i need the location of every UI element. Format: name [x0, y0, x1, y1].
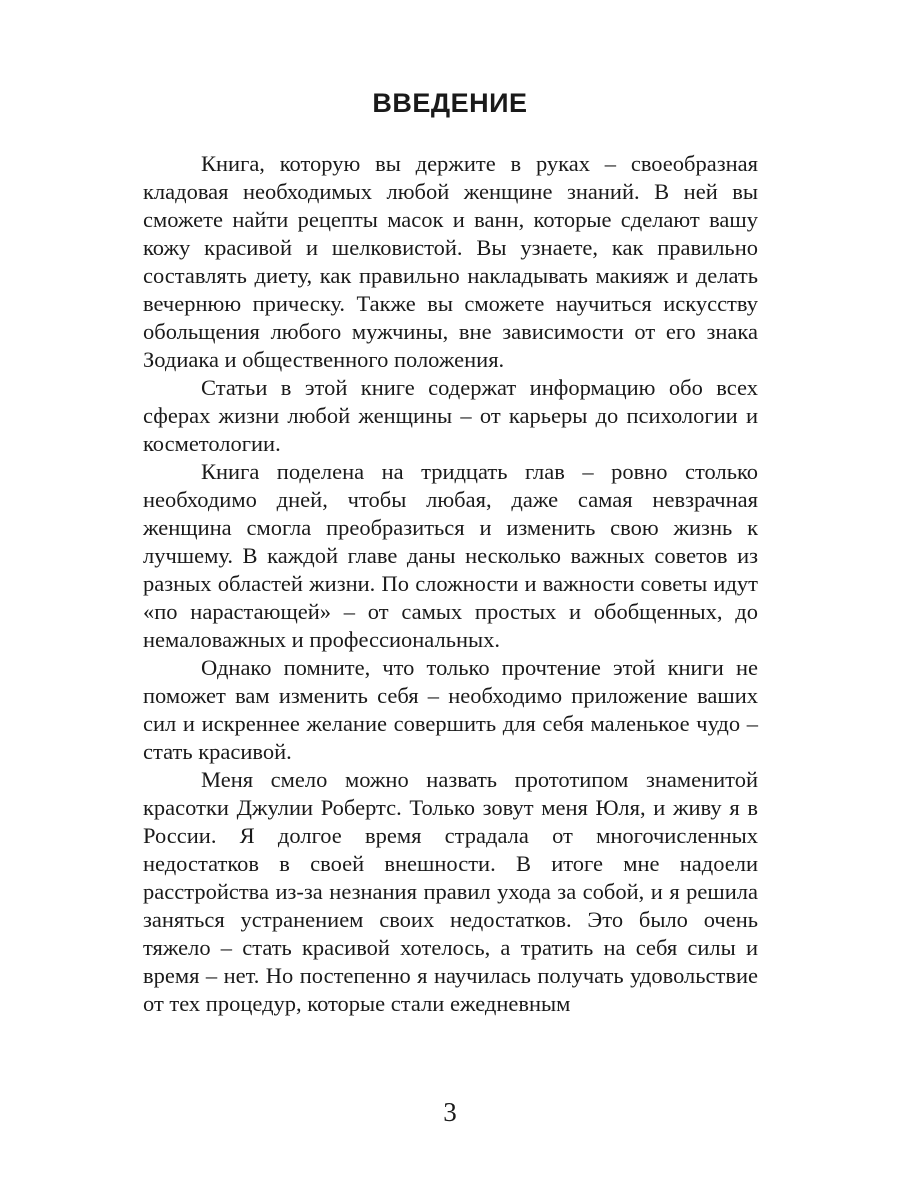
- chapter-title: ВВЕДЕНИЕ: [372, 88, 528, 118]
- text-body: [143, 150, 758, 1018]
- page-number: 3: [443, 1097, 457, 1127]
- paragraph: Меня смело можно назвать прототипом знаменитой красотки Джулии Робертс. Только зовут меня Юля, и живу я в России. Я долгое время страдала от многочисленных недостатков в своей внешности. В итоге мне надоели расстройства из-за незнания правил ухода за собой, и я решила заняться устранением своих недостатков. Это было очень тяжело – стать красивой хотелось, а тратить на себя силы и время – нет. Но постепенно я научилась получать удовольствие от тех процедур, которые стали ежедневным: [143, 767, 758, 1016]
- paragraph: Статьи в этой книге содержат информацию обо всех сферах жизни любой женщины – от карьеры до психологии и косметологии.: [143, 375, 758, 456]
- paragraph: Книга, которую вы держите в руках – своеобразная кладовая необходимых любой женщине знаний. В ней вы сможете найти рецепты масок и ванн, которые сделают вашу кожу красивой и шелковистой. Вы узнаете, как правильно составлять диету, как правильно накладывать макияж и делать вечернюю прическу. Также вы сможете научиться искусству обольщения любого мужчины, вне зависимости от его знака Зодиака и общественного положения.: [143, 151, 758, 372]
- paragraph: Однако помните, что только прочтение этой книги не поможет вам изменить себя – необходимо приложение ваших сил и искреннее желание совершить для себя маленькое чудо – стать красивой.: [143, 655, 758, 764]
- paragraph: Книга поделена на тридцать глав – ровно столько необходимо дней, чтобы любая, даже самая невзрачная женщина смогла преобразиться и изменить свою жизнь к лучшему. В каждой главе даны несколько важных советов из разных областей жизни. По сложности и важности советы идут «по нарастающей» – от самых простых и обобщенных, до немаловажных и профессиональных.: [143, 459, 758, 652]
